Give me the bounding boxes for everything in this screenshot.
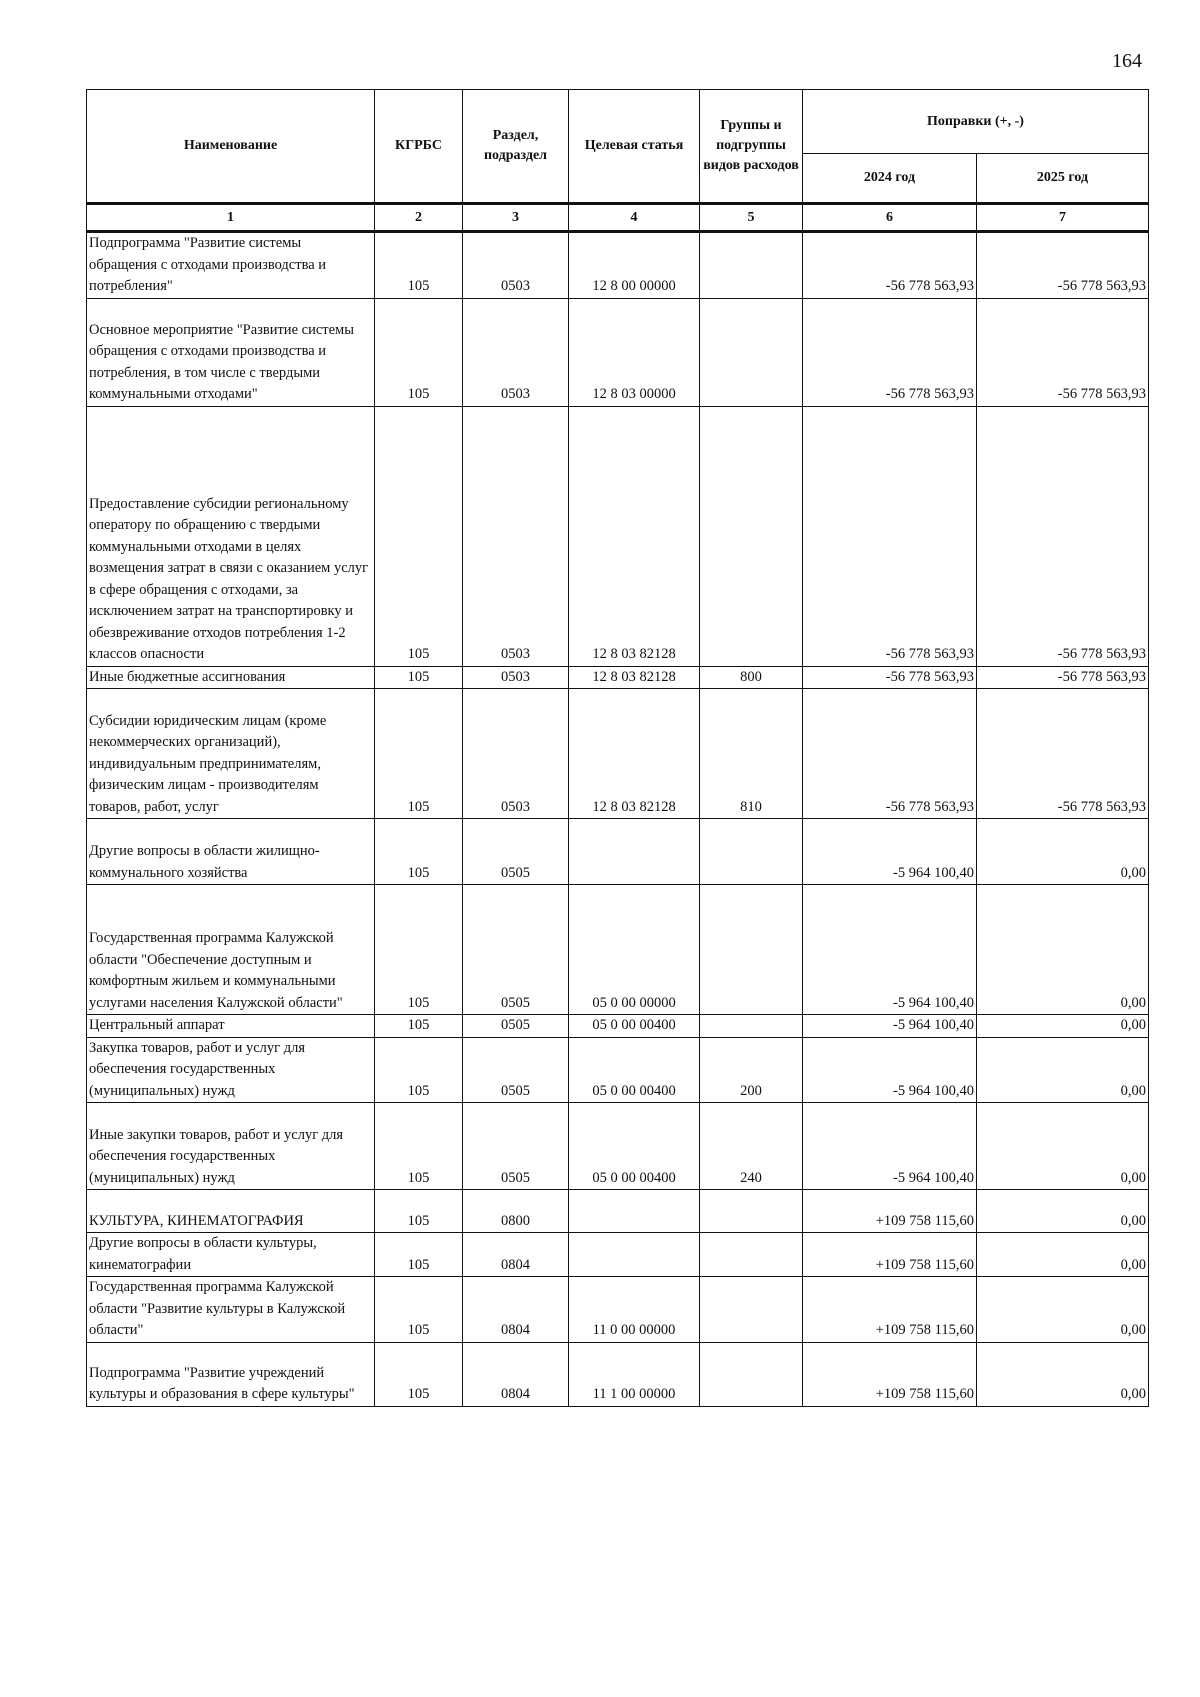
row-amount-2025: 0,00 [977, 1037, 1149, 1103]
row-kgrbs: 105 [375, 1277, 463, 1343]
row-target: 12 8 03 00000 [569, 298, 700, 406]
row-name: Иные бюджетные ассигнования [87, 666, 375, 689]
table-row [87, 1015, 1149, 1038]
table-row [87, 1103, 1149, 1190]
row-kgrbs: 105 [375, 1103, 463, 1190]
row-name: Государственная программа Калужской области "Развитие культуры в Калужской области" [87, 1277, 375, 1343]
row-section: 0804 [463, 1233, 569, 1277]
row-target: 11 0 00 00000 [569, 1277, 700, 1343]
row-amount-2025: 0,00 [977, 1342, 1149, 1406]
row-amount-2025: 0,00 [977, 885, 1149, 1015]
row-group [700, 232, 803, 299]
row-kgrbs: 105 [375, 1015, 463, 1038]
row-kgrbs: 105 [375, 666, 463, 689]
header-amendments: Поправки (+, -) [803, 90, 1149, 154]
row-group [700, 1233, 803, 1277]
row-target: 05 0 00 00400 [569, 1103, 700, 1190]
table-row [87, 1277, 1149, 1343]
header-kgrbs: КГРБС [375, 90, 463, 204]
row-amount-2024: -56 778 563,93 [803, 298, 977, 406]
row-group [700, 1342, 803, 1406]
row-name: Подпрограмма "Развитие системы обращения с отходами производства и потребления" [87, 232, 375, 299]
header-row [87, 90, 1149, 154]
row-group [700, 1190, 803, 1233]
header-groups: Группы и подгруппы видов расходов [700, 90, 803, 204]
row-group [700, 1015, 803, 1038]
row-target: 11 1 00 00000 [569, 1342, 700, 1406]
table-row [87, 298, 1149, 406]
row-kgrbs: 105 [375, 298, 463, 406]
row-section: 0503 [463, 689, 569, 819]
header-year-2024: 2024 год [803, 154, 977, 204]
row-section: 0503 [463, 298, 569, 406]
row-name: КУЛЬТУРА, КИНЕМАТОГРАФИЯ [87, 1190, 375, 1233]
row-name: Подпрограмма "Развитие учреждений культуры и образования в сфере культуры" [87, 1342, 375, 1406]
row-amount-2024: +109 758 115,60 [803, 1342, 977, 1406]
header-target: Целевая статья [569, 90, 700, 204]
row-target [569, 1190, 700, 1233]
row-amount-2024: +109 758 115,60 [803, 1233, 977, 1277]
row-amount-2024: -56 778 563,93 [803, 406, 977, 666]
row-amount-2024: -5 964 100,40 [803, 1103, 977, 1190]
header-section: Раздел, подраздел [463, 90, 569, 204]
row-section: 0505 [463, 1103, 569, 1190]
row-group: 240 [700, 1103, 803, 1190]
row-target: 12 8 00 00000 [569, 232, 700, 299]
row-target: 12 8 03 82128 [569, 689, 700, 819]
row-group: 200 [700, 1037, 803, 1103]
row-kgrbs: 105 [375, 1233, 463, 1277]
column-number: 5 [700, 204, 803, 232]
row-name: Центральный аппарат [87, 1015, 375, 1038]
row-group [700, 298, 803, 406]
table-row [87, 232, 1149, 299]
row-kgrbs: 105 [375, 406, 463, 666]
column-numbers-row [87, 204, 1149, 232]
row-kgrbs: 105 [375, 1342, 463, 1406]
row-group [700, 885, 803, 1015]
table-row [87, 819, 1149, 885]
row-name: Другие вопросы в области культуры, кинематографии [87, 1233, 375, 1277]
row-amount-2025: -56 778 563,93 [977, 298, 1149, 406]
row-kgrbs: 105 [375, 232, 463, 299]
row-section: 0804 [463, 1342, 569, 1406]
row-amount-2025: 0,00 [977, 1103, 1149, 1190]
row-name: Предоставление субсидии региональному оператору по обращению с твердыми коммунальными отходами в целях возмещения затрат в связи с оказанием услуг в сфере обращения с отходами, за исключением затрат на транспортировку и обезвреживание отходов потребления 1-2 классов опасности [87, 406, 375, 666]
row-amount-2024: -5 964 100,40 [803, 885, 977, 1015]
row-name: Основное мероприятие "Развитие системы обращения с отходами производства и потребления, в том числе с твердыми коммунальными отходами" [87, 298, 375, 406]
row-target: 05 0 00 00400 [569, 1015, 700, 1038]
table-row [87, 666, 1149, 689]
row-amount-2024: +109 758 115,60 [803, 1277, 977, 1343]
row-section: 0503 [463, 232, 569, 299]
table-row [87, 885, 1149, 1015]
row-amount-2025: -56 778 563,93 [977, 232, 1149, 299]
row-amount-2025: 0,00 [977, 1190, 1149, 1233]
column-number: 4 [569, 204, 700, 232]
row-amount-2024: -5 964 100,40 [803, 1015, 977, 1038]
row-section: 0505 [463, 819, 569, 885]
header-year-2025: 2025 год [977, 154, 1149, 204]
column-number: 1 [87, 204, 375, 232]
row-amount-2025: 0,00 [977, 1233, 1149, 1277]
table-row [87, 689, 1149, 819]
row-group [700, 819, 803, 885]
row-section: 0503 [463, 666, 569, 689]
column-number: 3 [463, 204, 569, 232]
row-kgrbs: 105 [375, 885, 463, 1015]
header-name: Наименование [87, 90, 375, 204]
table-row [87, 1342, 1149, 1406]
row-kgrbs: 105 [375, 1190, 463, 1233]
row-name: Субсидии юридическим лицам (кроме некоммерческих организаций), индивидуальным предпринимателям, физическим лицам - производителям товаров, работ, услуг [87, 689, 375, 819]
row-amount-2025: 0,00 [977, 1015, 1149, 1038]
row-name: Закупка товаров, работ и услуг для обеспечения государственных (муниципальных) нужд [87, 1037, 375, 1103]
row-amount-2024: -56 778 563,93 [803, 689, 977, 819]
table-row [87, 406, 1149, 666]
row-amount-2024: -56 778 563,93 [803, 666, 977, 689]
row-kgrbs: 105 [375, 1037, 463, 1103]
row-section: 0505 [463, 1037, 569, 1103]
row-group: 800 [700, 666, 803, 689]
row-kgrbs: 105 [375, 689, 463, 819]
row-target: 05 0 00 00400 [569, 1037, 700, 1103]
column-number: 2 [375, 204, 463, 232]
row-kgrbs: 105 [375, 819, 463, 885]
table-row [87, 1233, 1149, 1277]
row-section: 0505 [463, 885, 569, 1015]
row-amount-2025: -56 778 563,93 [977, 689, 1149, 819]
budget-amendments-table [86, 89, 1149, 1407]
row-amount-2024: -56 778 563,93 [803, 232, 977, 299]
row-amount-2024: +109 758 115,60 [803, 1190, 977, 1233]
row-name: Другие вопросы в области жилищно-коммунального хозяйства [87, 819, 375, 885]
row-target: 12 8 03 82128 [569, 406, 700, 666]
row-amount-2025: -56 778 563,93 [977, 406, 1149, 666]
row-target: 12 8 03 82128 [569, 666, 700, 689]
row-target [569, 819, 700, 885]
row-group: 810 [700, 689, 803, 819]
row-section: 0503 [463, 406, 569, 666]
row-amount-2025: 0,00 [977, 1277, 1149, 1343]
row-name: Государственная программа Калужской области "Обеспечение доступным и комфортным жильем и коммунальными услугами населения Калужской области" [87, 885, 375, 1015]
page-number: 164 [1112, 50, 1142, 72]
row-section: 0800 [463, 1190, 569, 1233]
row-section: 0505 [463, 1015, 569, 1038]
table-row [87, 1037, 1149, 1103]
column-number: 7 [977, 204, 1149, 232]
row-target [569, 1233, 700, 1277]
row-group [700, 1277, 803, 1343]
row-amount-2025: 0,00 [977, 819, 1149, 885]
column-number: 6 [803, 204, 977, 232]
row-amount-2025: -56 778 563,93 [977, 666, 1149, 689]
row-group [700, 406, 803, 666]
table-row [87, 1190, 1149, 1233]
row-section: 0804 [463, 1277, 569, 1343]
row-target: 05 0 00 00000 [569, 885, 700, 1015]
row-amount-2024: -5 964 100,40 [803, 819, 977, 885]
row-name: Иные закупки товаров, работ и услуг для обеспечения государственных (муниципальных) нужд [87, 1103, 375, 1190]
row-amount-2024: -5 964 100,40 [803, 1037, 977, 1103]
